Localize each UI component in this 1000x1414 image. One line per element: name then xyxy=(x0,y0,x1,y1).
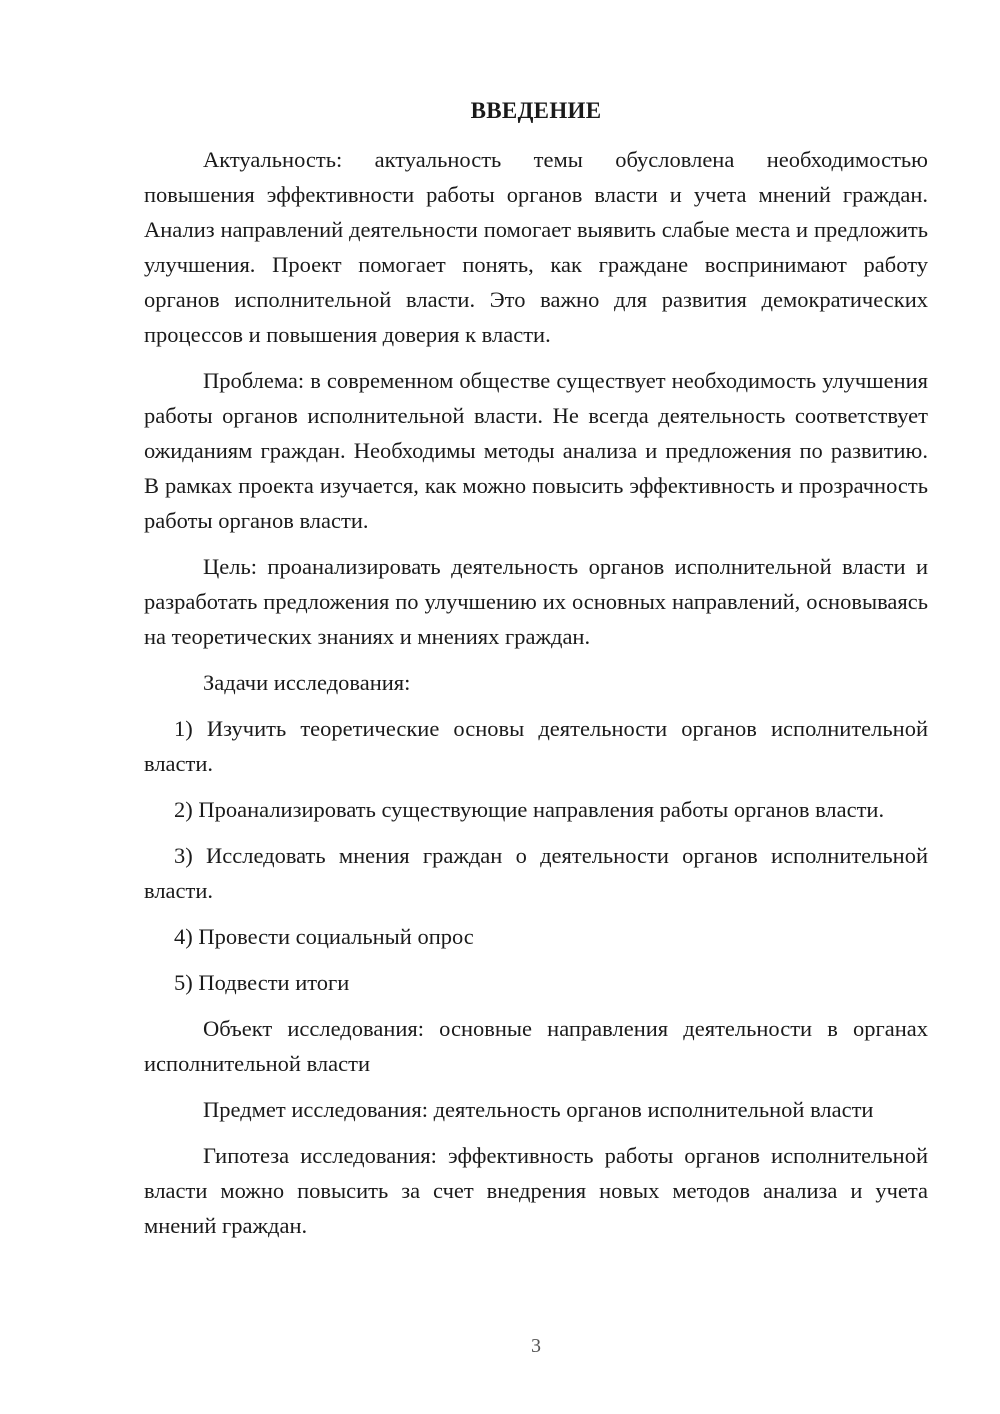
list-item: 5) Подвести итоги xyxy=(174,970,350,995)
page-number: 3 xyxy=(531,1335,541,1357)
tasks-list xyxy=(144,711,928,1000)
problem-paragraph: Проблема: в современном обществе существует необходимость улучшения работы органов исполнительной власти. Не всегда деятельность соответствует ожиданиям граждан. Необходимы методы анализа и предложения по развитию. В рамках проекта изучается, как можно повысить эффективность и прозрачность работы органов власти. xyxy=(144,368,928,533)
goal-paragraph: Цель: проанализировать деятельность органов исполнительной власти и разработать предложения по улучшению их основных направлений, основываясь на теоретических знаниях и мнениях граждан. xyxy=(144,554,928,649)
hypothesis-paragraph: Гипотеза исследования: эффективность работы органов исполнительной власти можно повысить за счет внедрения новых методов анализа и учета мнений граждан. xyxy=(144,1143,928,1238)
list-item: 1) Изучить теоретические основы деятельности органов исполнительной власти. xyxy=(144,716,928,776)
document-body xyxy=(144,142,928,1254)
page-title: ВВЕДЕНИЕ xyxy=(470,98,602,123)
object-paragraph: Объект исследования: основные направления деятельности в органах исполнительной власти xyxy=(144,1016,928,1076)
list-item: 3) Исследовать мнения граждан о деятельности органов исполнительной власти. xyxy=(144,843,928,903)
tasks-title: Задачи исследования: xyxy=(203,670,411,695)
document-page xyxy=(144,0,928,1414)
subject-paragraph: Предмет исследования: деятельность органов исполнительной власти xyxy=(203,1097,874,1122)
list-item: 2) Проанализировать существующие направления работы органов власти. xyxy=(174,797,885,822)
relevance-paragraph: Актуальность: актуальность темы обусловлена необходимостью повышения эффективности работы органов власти и учета мнений граждан. Анализ направлений деятельности помогает выявить слабые места и предложить улучшения. Проект помогает понять, как граждане воспринимают работу органов исполнительной власти. Это важно для развития демократических процессов и повышения доверия к власти. xyxy=(144,147,928,347)
list-item: 4) Провести социальный опрос xyxy=(174,924,474,949)
